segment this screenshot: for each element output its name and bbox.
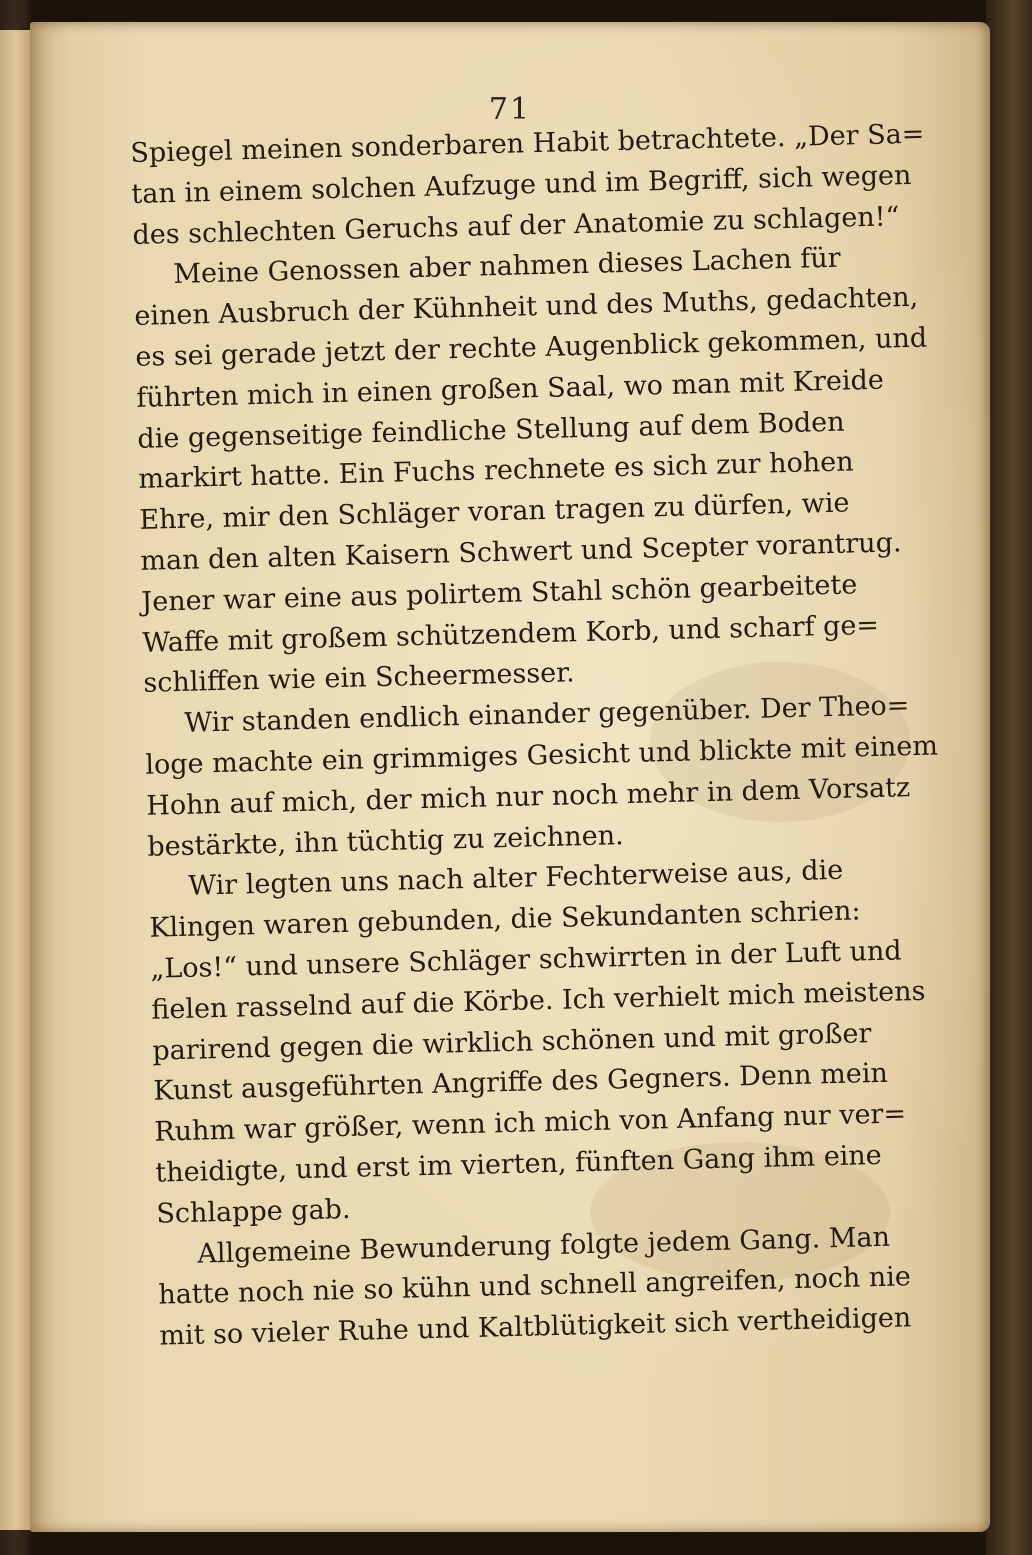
book-cover-edge	[986, 0, 1032, 1555]
text-line: loge machte ein grimmiges Gesicht und blickte mit einem	[145, 730, 939, 781]
text-line: bestärkte, ihn tüchtig zu zeichnen.	[147, 819, 624, 863]
text-line: Schlappe gab.	[156, 1193, 351, 1230]
text-line: fielen rasselnd auf die Körbe. Ich verhielt mich meistens	[151, 975, 926, 1026]
text-line: Wir legten uns nach alter Fechterweise aus, die	[188, 855, 844, 903]
text-line: es sei gerade jetzt der rechte Augenblick gekommen, und	[135, 322, 928, 373]
text-line: Spiegel meinen sonderbaren Habit betrachtete. „Der Sa=	[130, 118, 925, 169]
text-line: Ehre, mir den Schläger voran tragen zu dürfen, wie	[139, 487, 850, 537]
text-line: Waffe mit großem schützendem Korb, und scharf ge=	[142, 609, 880, 659]
page-text	[130, 115, 950, 1358]
text-line: führten mich in einen großen Saal, wo man mit Kreide	[136, 364, 885, 414]
text-line: des schlechten Geruchs auf der Anatomie zu schlagen!“	[132, 200, 900, 251]
text-line: Wir standen endlich einander gegenüber. Der Theo=	[184, 690, 910, 739]
text-line: Klingen waren gebunden, die Sekundanten schrien:	[149, 895, 861, 944]
text-line: markirt hatte. Ein Fuchs rechnete es sich zur hohen	[138, 446, 854, 496]
text-line: schliffen wie ein Scheermesser.	[143, 657, 576, 700]
text-line: Hohn auf mich, der mich nur noch mehr in dem Vorsatz	[146, 771, 911, 822]
text-line: Meine Genossen aber nahmen dieses Lachen für	[173, 243, 841, 291]
text-line: „Los!“ und unsere Schläger schwirrten in der Luft und	[150, 935, 902, 985]
book-page	[30, 22, 990, 1532]
text-line: mit so vieler Ruhe und Kaltblütigkeit sich vertheidigen	[159, 1302, 912, 1352]
text-line: einen Ausbruch der Kühnheit und des Muths, gedachten,	[134, 281, 919, 333]
text-line: Kunst ausgeführten Angriffe des Gegners. Denn mein	[153, 1058, 889, 1108]
text-line: Ruhm war größer, wenn ich mich von Anfang nur ver=	[154, 1098, 907, 1148]
text-line: Allgemeine Bewunderung folgte jedem Gang. Man	[196, 1221, 891, 1270]
text-line: man den alten Kaisern Schwert und Scepter vorantrug.	[140, 527, 902, 577]
text-line: theidigte, und erst im vierten, fünften Gang ihm eine	[155, 1139, 883, 1189]
text-line: parirend gegen die wirklich schönen und mit großer	[152, 1017, 872, 1067]
text-line: tan in einem solchen Aufzuge und im Begriff, sich wegen	[131, 159, 912, 210]
page-number: 71	[488, 92, 532, 127]
text-line: hatte noch nie so kühn und schnell angreifen, noch nie	[158, 1261, 912, 1311]
text-line: Jener war eine aus polirtem Stahl schön gearbeitete	[141, 569, 858, 618]
text-line: die gegenseitige feindliche Stellung auf dem Boden	[137, 406, 845, 455]
